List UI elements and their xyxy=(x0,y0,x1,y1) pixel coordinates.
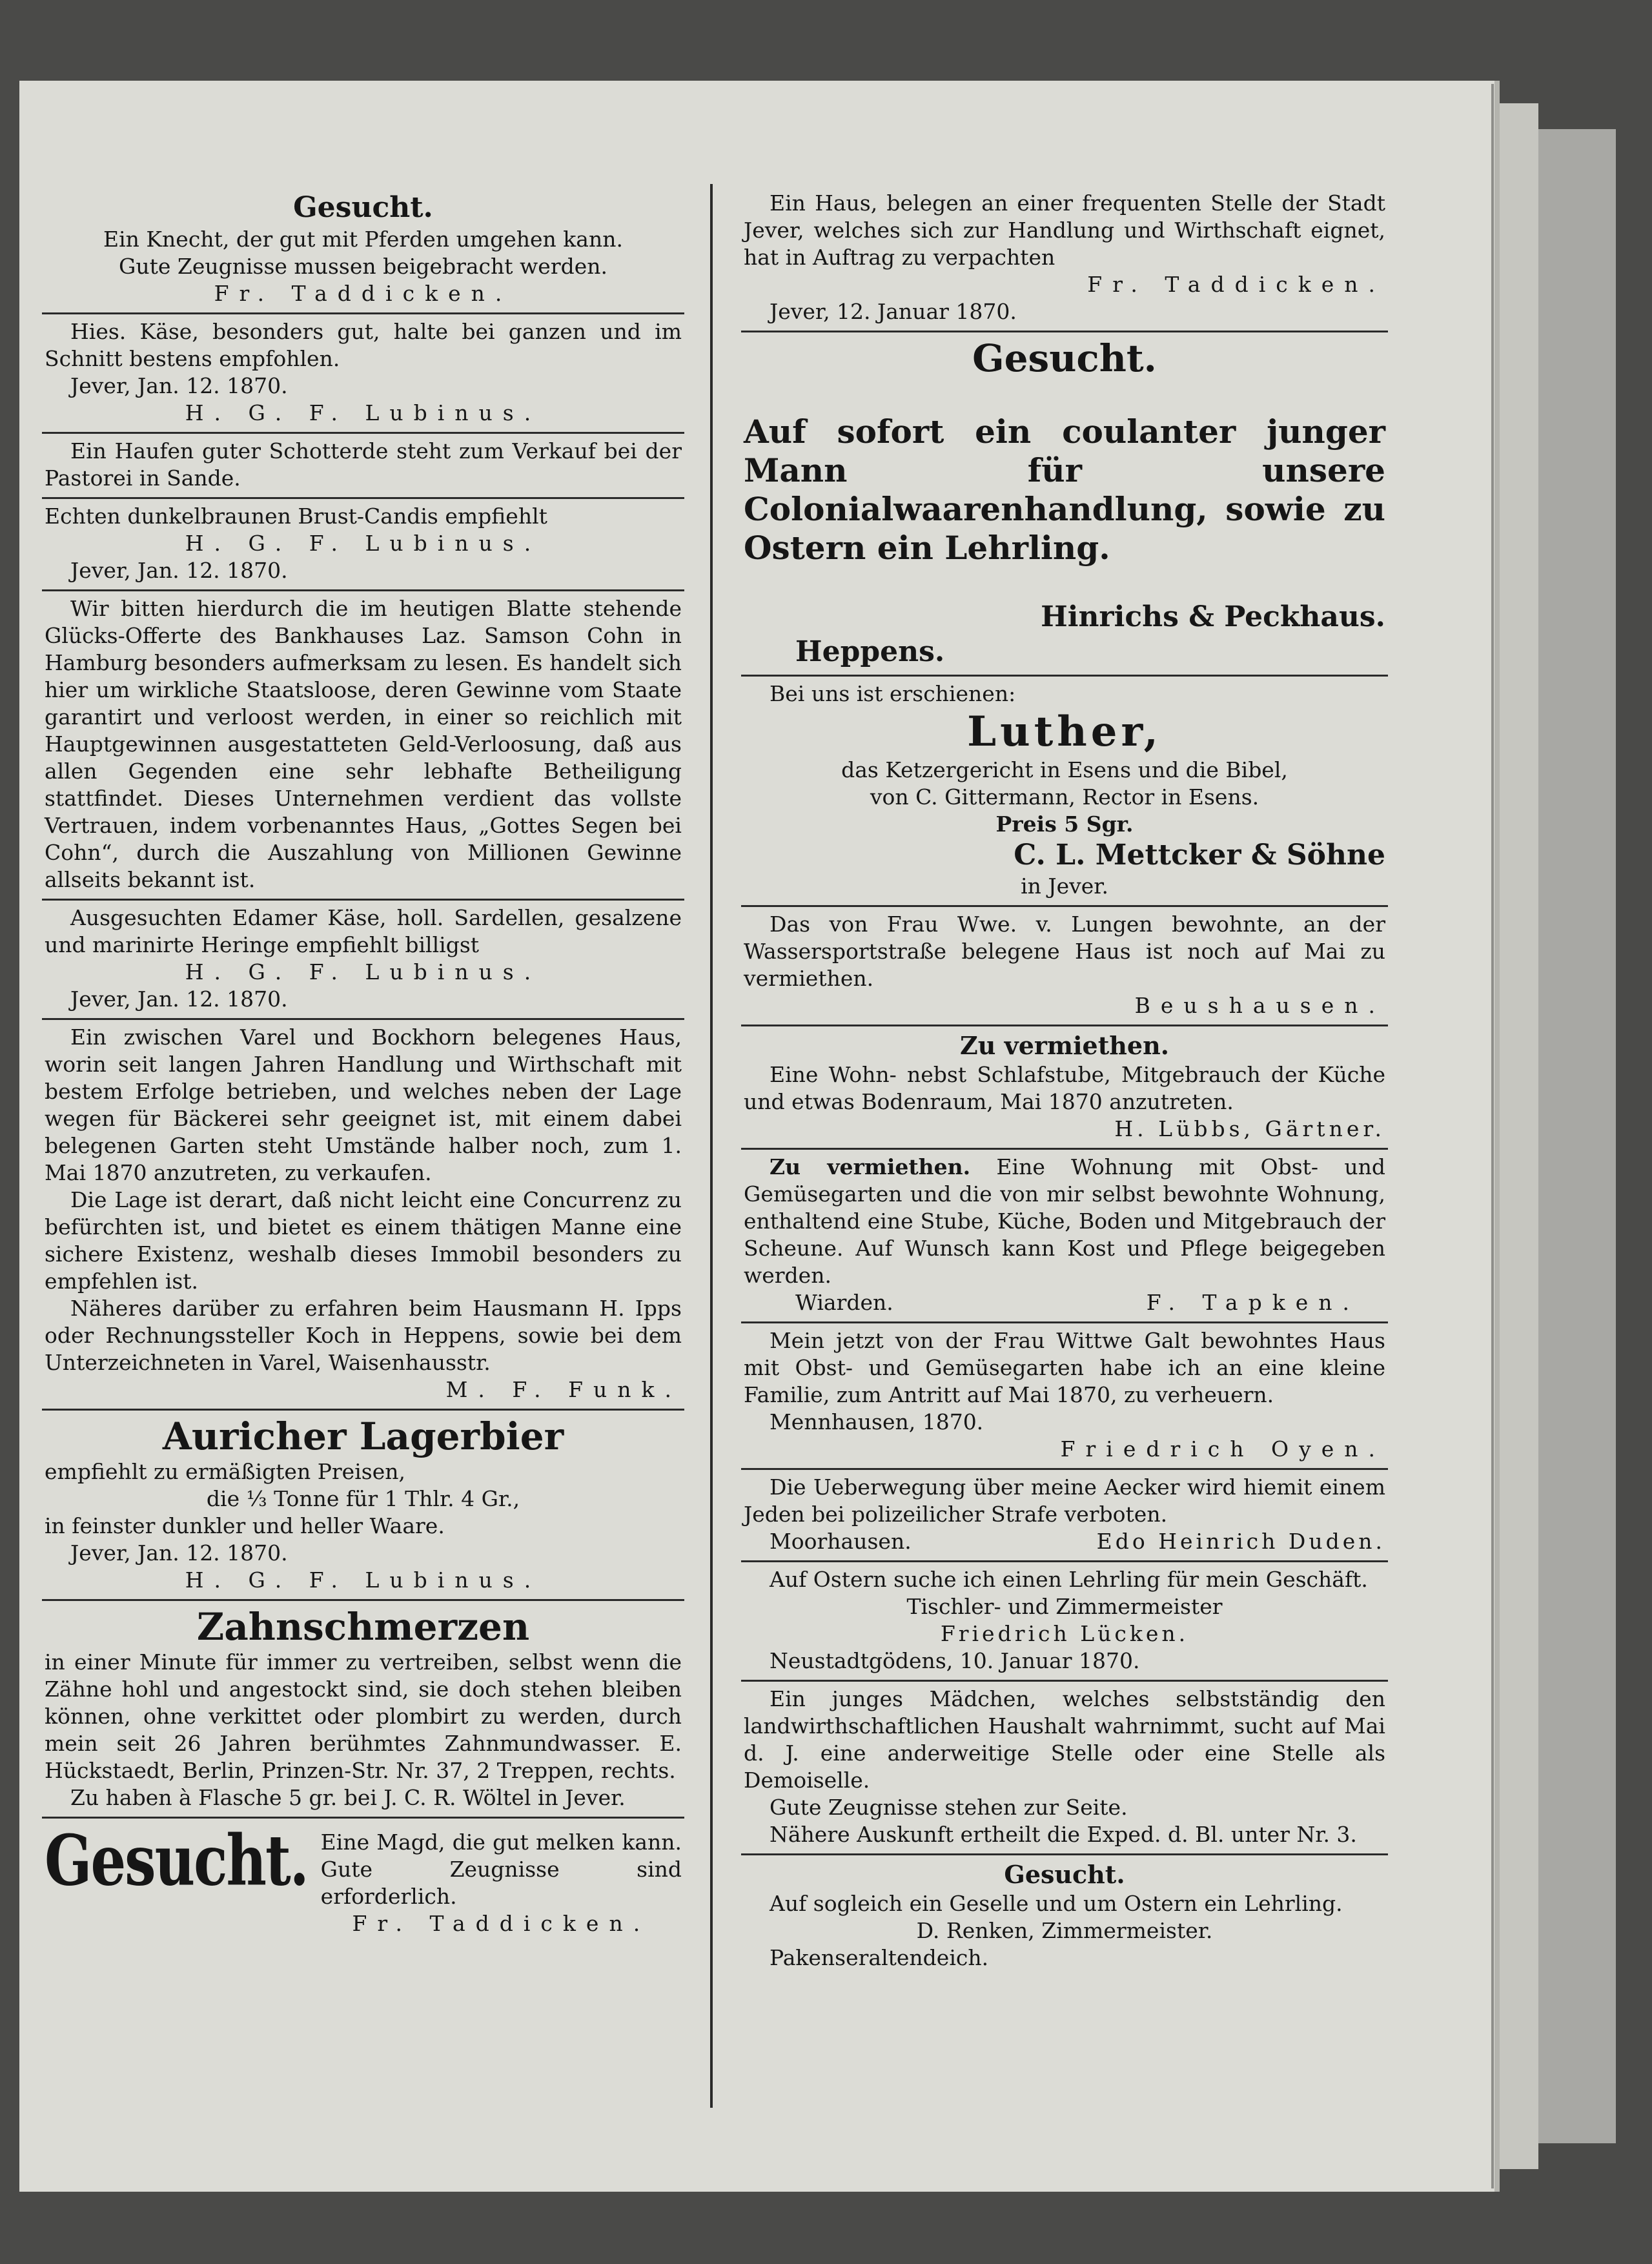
ad-brust-candis xyxy=(42,500,684,588)
ad-place: Pakenseraltendeich. xyxy=(770,1945,989,1970)
ad-signature: H. Lübbs, Gärtner. xyxy=(1114,1116,1385,1141)
ad-separator xyxy=(741,1148,1388,1150)
ad-signature: D. Renken, Zimmermeister. xyxy=(916,1918,1213,1943)
ad-haus-jever xyxy=(741,187,1388,329)
ad-text: Ein junges Mädchen, welches selbstständig den landwirthschaftlichen Haushalt wahrnimmt, sucht auf Mai d. J. eine anderweitige Stelle oder eine Stelle als Demoiselle. xyxy=(744,1686,1385,1793)
ad-text: Ein Haufen guter Schotterde steht zum Verkauf bei der Pastorei in Sande. xyxy=(45,438,682,491)
ad-title: Luther, xyxy=(967,708,1162,756)
ad-title: Gesucht. xyxy=(972,336,1157,380)
ad-signature: Tischler- und Zimmermeister xyxy=(906,1594,1223,1619)
ad-separator xyxy=(42,589,684,591)
ad-title: Zahnschmerzen xyxy=(196,1605,530,1649)
ad-date: Mennhausen, 1870. xyxy=(770,1409,984,1434)
ad-place: Moorhausen. xyxy=(770,1529,912,1554)
ad-date: Jever, Jan. 12. 1870. xyxy=(70,558,288,583)
ad-text: die ⅓ Tonne für 1 Thlr. 4 Gr., xyxy=(206,1486,520,1511)
ad-signature: Edo Heinrich Duden. xyxy=(1096,1529,1385,1554)
ad-separator xyxy=(741,1468,1388,1470)
ad-place: in Jever. xyxy=(1021,873,1108,899)
ad-separator xyxy=(42,1409,684,1411)
page-fold-shadow xyxy=(1491,84,1494,2188)
book-page-edge xyxy=(1500,103,1538,2169)
ad-ueberwegung xyxy=(741,1471,1388,1559)
ad-text: in einer Minute für immer zu vertreiben, selbst wenn die Zähne hohl und angestockt sind, sie doch stehen bleiben können, ohne verkittet oder plombirt zu werden, durch mein seit 26 Jahren berühmtes Zahnmundwasser. E. Hückstaedt, Berlin, Prinzen-Str. Nr. 37, 2 Treppen, rechts. xyxy=(45,1649,682,1783)
ad-separator xyxy=(42,1018,684,1020)
ad-separator xyxy=(42,1599,684,1601)
ad-signature: Fr. Taddicken. xyxy=(214,281,513,306)
ad-separator xyxy=(741,905,1388,907)
ad-body: Eine Wohnung mit Obst- und Gemüsegarten und die von mir selbst bewohnte Wohnung, enthaltend eine Stube, Küche, Boden und Mitgebrauch der Scheune. Auf Wunsch kann Kost und Pflege beigegeben werden. xyxy=(744,1154,1385,1288)
ad-text: Bei uns ist erschienen: xyxy=(770,681,1016,706)
ad-text: Ausgesuchten Edamer Käse, holl. Sardellen, gesalzene und marinirte Heringe empfiehlt billigst xyxy=(45,905,682,957)
ad-separator xyxy=(42,312,684,314)
ad-text: Die Lage ist derart, daß nicht leicht eine Concurrenz zu befürchten ist, und bietet es einem thätigen Manne eine sichere Existenz, weshalb dieses Immobil besonders zu empfehlen ist. xyxy=(45,1187,682,1294)
ad-signature: Fr. Taddicken. xyxy=(352,1911,651,1936)
ad-text: Die Ueberwegung über meine Aecker wird hiemit einem Jeden bei polizeilicher Strafe verboten. xyxy=(744,1474,1385,1527)
ad-text: Das von Frau Wwe. v. Lungen bewohnte, an der Wassersportstraße belegene Haus ist noch auf Mai zu vermiethen. xyxy=(744,912,1385,991)
ad-zu-vermiethen-1 xyxy=(741,1028,1388,1147)
ad-luther-buch xyxy=(741,678,1388,904)
ad-colonialwaaren xyxy=(741,334,1388,673)
ad-edamer-kaese xyxy=(42,902,684,1017)
ad-schotterde xyxy=(42,435,684,496)
ad-place: Wiarden. xyxy=(795,1290,893,1315)
ad-text: Nähere Auskunft ertheilt die Exped. d. Bl. unter Nr. 3. xyxy=(770,1822,1357,1847)
ad-junges-maedchen xyxy=(741,1683,1388,1852)
ad-kaese xyxy=(42,316,684,431)
ad-place: Heppens. xyxy=(795,635,945,668)
ad-date: Jever, Jan. 12. 1870. xyxy=(70,373,288,398)
ad-lehrling-tischler xyxy=(741,1564,1388,1678)
ad-signature: H. G. F. Lubinus. xyxy=(185,1567,542,1593)
ad-separator xyxy=(741,1025,1388,1026)
ad-text: Echten dunkelbraunen Brust-Candis empfiehlt xyxy=(45,504,547,529)
ad-date: Neustadtgödens, 10. Januar 1870. xyxy=(770,1648,1140,1673)
ad-text: Ein Haus, belegen an einer frequenten Stelle der Stadt Jever, welches sich zur Handlung und Wirthschaft eignet, hat in Auftrag zu verpachten xyxy=(744,190,1385,270)
ad-text: Gute Zeugnisse mussen beigebracht werden. xyxy=(119,254,607,279)
ad-text: das Ketzergericht in Esens und die Bibel, xyxy=(841,757,1288,782)
ad-haus-lungen xyxy=(741,908,1388,1023)
ad-text: Eine Magd, die gut melken kann. Gute Zeugnisse sind erforderlich. xyxy=(320,1830,682,1909)
ad-separator xyxy=(42,497,684,499)
ad-signature: Fr. Taddicken. xyxy=(1087,272,1385,297)
ad-date: Jever, Jan. 12. 1870. xyxy=(70,1540,288,1565)
ad-haus-varel xyxy=(42,1021,684,1407)
ad-signature: Friedrich Lücken. xyxy=(940,1621,1189,1646)
ad-text: Zu haben à Flasche 5 gr. bei J. C. R. Wöltel in Jever. xyxy=(70,1785,626,1810)
ad-date: Jever, 12. Januar 1870. xyxy=(770,299,1017,324)
ad-price: Preis 5 Sgr. xyxy=(995,811,1134,837)
ad-signature: C. L. Mettcker & Söhne xyxy=(1014,839,1385,872)
ad-title: Gesucht. xyxy=(293,191,433,224)
ad-separator xyxy=(741,675,1388,677)
ad-title: Zu vermiethen. xyxy=(960,1031,1169,1060)
ad-date: Jever, Jan. 12. 1870. xyxy=(70,986,288,1012)
ad-text: Auf sofort ein coulanter junger Mann für unsere Colonialwaarenhandlung, sowie zu Ostern ein Lehrling. xyxy=(744,413,1385,567)
ad-lagerbier xyxy=(42,1412,684,1598)
ad-title: Auricher Lagerbier xyxy=(162,1414,564,1458)
ad-signature: Beushausen. xyxy=(1134,993,1385,1018)
ad-text: Mein jetzt von der Frau Wittwe Galt bewohntes Haus mit Obst- und Gemüsegarten habe ich an eine kleine Familie, zum Antritt auf Mai 1870, zu verheuern. xyxy=(744,1328,1385,1407)
ad-text: empfiehlt zu ermäßigten Preisen, xyxy=(45,1459,405,1484)
left-column xyxy=(42,187,684,1941)
ad-text: Ein Knecht, der gut mit Pferden umgehen kann. xyxy=(103,227,623,252)
ad-knecht-gesucht xyxy=(42,187,684,311)
book-page-stack xyxy=(1538,129,1616,2143)
ad-signature: Friedrich Oyen. xyxy=(1060,1436,1385,1462)
ad-signature: H. G. F. Lubinus. xyxy=(185,531,542,556)
ad-text xyxy=(744,1154,1385,1289)
ad-text: Auf Ostern suche ich einen Lehrling für mein Geschäft. xyxy=(770,1567,1368,1592)
ad-zahnschmerzen xyxy=(42,1602,684,1815)
ad-zu-vermiethen-2 xyxy=(741,1151,1388,1320)
ad-separator xyxy=(741,1321,1388,1323)
ad-signature: Hinrichs & Peckhaus. xyxy=(1041,600,1385,633)
ad-geselle-gesucht xyxy=(741,1857,1388,1975)
ad-separator xyxy=(741,1560,1388,1562)
ad-signature: H. G. F. Lubinus. xyxy=(185,400,542,425)
ad-text: Näheres darüber zu erfahren beim Hausmann H. Ipps oder Rechnungssteller Koch in Heppens, sowie bei dem Unterzeichneten in Varel, Waisenhausstr. xyxy=(45,1296,682,1375)
ad-text: Auf sogleich ein Geselle und um Ostern ein Lehrling. xyxy=(770,1891,1343,1916)
ad-text: in feinster dunkler und heller Waare. xyxy=(45,1513,445,1538)
ad-separator xyxy=(42,432,684,434)
ad-signature: H. G. F. Lubinus. xyxy=(185,959,542,984)
ad-separator xyxy=(741,331,1388,332)
ad-separator xyxy=(741,1853,1388,1855)
ad-text: Wir bitten hierdurch die im heutigen Blatte stehende Glücks-Offerte des Bankhauses Laz. Samson Cohn in Hamburg besonders aufmerksam zu lesen. Es handelt sich hier um wirkliche Staatsloose, deren Gewinne vom Staate garantirt und verloost werden, in einer so reichlich mit Hauptgewinnen ausgestatteten Geld-Verloosung, daß aus allen Gegenden eine sehr lebhafte Betheiligung stattfindet. Dieses Unternehmen verdient das vollste Vertrauen, indem vorbenanntes Haus, „Gottes Segen bei Cohn“, durch die Auszahlung von Millionen Gewinne allseits bekannt ist. xyxy=(45,596,682,892)
ad-text: von C. Gittermann, Rector in Esens. xyxy=(870,784,1259,810)
ad-separator xyxy=(741,1680,1388,1682)
ad-text: Eine Wohn- nebst Schlafstube, Mitgebrauch der Küche und etwas Bodenraum, Mai 1870 anzutreten. xyxy=(744,1062,1385,1114)
column-divider xyxy=(710,184,713,2108)
ad-separator xyxy=(42,1817,684,1819)
ad-magd-gesucht xyxy=(42,1820,684,1941)
ad-title: Gesucht. xyxy=(1004,1860,1125,1889)
ad-separator xyxy=(42,899,684,901)
ad-title: Gesucht. xyxy=(45,1820,308,1902)
right-column xyxy=(741,187,1388,1975)
ad-text: Ein zwischen Varel und Bockhorn belegenes Haus, worin seit langen Jahren Handlung und Wirthschaft mit bestem Erfolge betrieben, und welches neben der Lage wegen für Bäckerei sehr geeignet ist, mit einem dabei belegenen Garten steht Umstände halber noch, zum 1. Mai 1870 anzutreten, zu verkaufen. xyxy=(45,1025,682,1185)
ad-signature: F. Tapken. xyxy=(1146,1290,1360,1315)
ad-signature: M. F. Funk. xyxy=(445,1377,682,1402)
ad-samson-cohn xyxy=(42,593,684,897)
ad-title: Zu vermiethen. xyxy=(770,1154,971,1179)
ad-text: Hies. Käse, besonders gut, halte bei ganzen und im Schnitt bestens empfohlen. xyxy=(45,319,682,371)
ad-haus-galt xyxy=(741,1325,1388,1467)
ad-text: Gute Zeugnisse stehen zur Seite. xyxy=(770,1795,1128,1820)
